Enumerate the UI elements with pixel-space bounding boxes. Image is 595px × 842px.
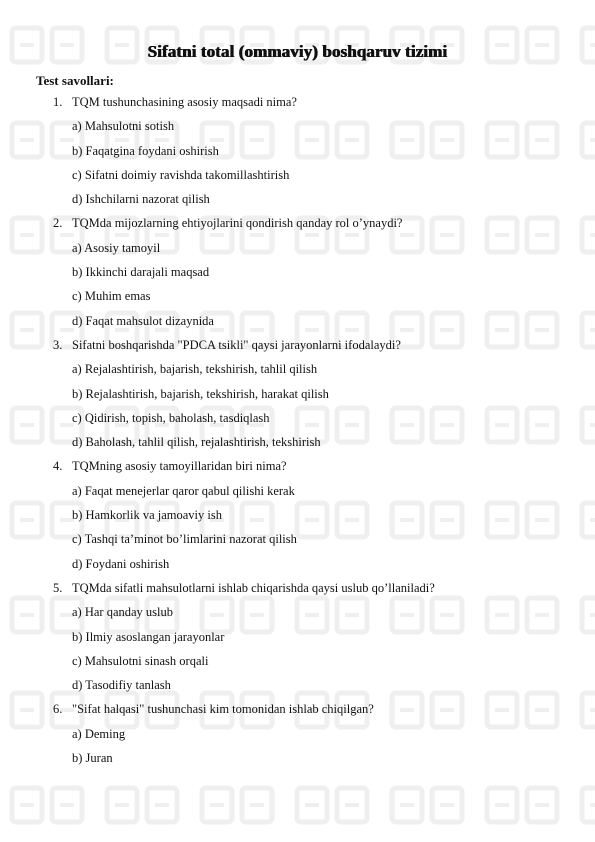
answer-option bbox=[0, 314, 595, 338]
answer-option bbox=[0, 144, 595, 168]
document-title: Sifatni total (ommaviy) boshqaruv tizimi bbox=[147, 42, 448, 61]
question-item bbox=[0, 338, 595, 459]
answer-option-text: d) Tasodifiy tanlash bbox=[72, 678, 171, 693]
question-number: 2. bbox=[53, 216, 63, 231]
answer-option-text: d) Baholash, tahlil qilish, rejalashtirish, tekshirish bbox=[72, 435, 321, 450]
answer-option-text: a) Har qanday uslub bbox=[72, 605, 174, 620]
question-text: TQMda mijozlarning ehtiyojlarini qondirish qanday rol o’ynaydi? bbox=[72, 216, 403, 231]
question-number: 1. bbox=[53, 95, 63, 109]
question-number: 6. bbox=[53, 702, 63, 717]
section-heading: Test savollari: bbox=[36, 73, 114, 88]
answer-option bbox=[0, 168, 595, 192]
question-item bbox=[0, 459, 595, 580]
question-number: 4. bbox=[53, 459, 63, 474]
answer-option bbox=[0, 387, 595, 411]
answer-option bbox=[0, 508, 595, 532]
answer-option bbox=[0, 532, 595, 556]
question-item bbox=[0, 95, 595, 216]
answer-option-text: b) Juran bbox=[72, 751, 113, 766]
question-line bbox=[0, 702, 595, 726]
answer-option bbox=[0, 727, 595, 751]
answer-option bbox=[0, 751, 595, 775]
answer-option-text: b) Faqatgina foydani oshirish bbox=[72, 143, 219, 158]
question-line bbox=[0, 95, 595, 119]
question-text: "Sifat halqasi" tushunchasi kim tomonidan ishlab chiqilgan? bbox=[72, 702, 374, 717]
answer-option bbox=[0, 289, 595, 313]
question-text: Sifatni boshqarishda "PDCA tsikli" qaysi jarayonlarni ifodalaydi? bbox=[72, 337, 401, 352]
answer-option-text: b) Ilmiy asoslangan jarayonlar bbox=[72, 629, 225, 644]
answer-option-text: d) Faqat mahsulot dizaynida bbox=[72, 313, 214, 328]
answer-option bbox=[0, 654, 595, 678]
answer-option-text: c) Qidirish, topish, baholash, tasdiqlash bbox=[72, 410, 270, 425]
answer-option bbox=[0, 241, 595, 265]
answer-option bbox=[0, 435, 595, 459]
answer-option-text: c) Sifatni doimiy ravishda takomillashtirish bbox=[72, 167, 290, 182]
answer-option-text: b) Hamkorlik va jamoaviy ish bbox=[72, 508, 222, 523]
question-number: 3. bbox=[53, 337, 63, 352]
answer-option-text: a) Asosiy tamoyil bbox=[72, 240, 161, 255]
answer-option-text: c) Muhim emas bbox=[72, 289, 151, 304]
answer-option-text: a) Rejalashtirish, bajarish, tekshirish, tahlil qilish bbox=[72, 362, 318, 377]
question-line bbox=[0, 581, 595, 605]
answer-option bbox=[0, 265, 595, 289]
answer-option bbox=[0, 362, 595, 386]
answer-option-text: b) Ikkinchi darajali maqsad bbox=[72, 265, 210, 280]
question-item bbox=[0, 702, 595, 775]
question-text: TQMning asosiy tamoyillaridan biri nima? bbox=[72, 459, 287, 474]
answer-option bbox=[0, 630, 595, 654]
question-line bbox=[0, 338, 595, 362]
answer-option-text: c) Mahsulotni sinash orqali bbox=[72, 653, 209, 668]
answer-option-text: d) Ishchilarni nazorat qilish bbox=[72, 192, 210, 207]
answer-option bbox=[0, 484, 595, 508]
question-line bbox=[0, 459, 595, 483]
question-list bbox=[0, 95, 595, 775]
answer-option-text: a) Faqat menejerlar qaror qabul qilishi kerak bbox=[72, 483, 295, 498]
answer-option-text: c) Tashqi ta’minot bo’limlarini nazorat qilish bbox=[72, 532, 297, 547]
answer-option-text: a) Mahsulotni sotish bbox=[72, 119, 175, 134]
answer-option-text: b) Rejalashtirish, bajarish, tekshirish, harakat qilish bbox=[72, 386, 329, 401]
answer-option-text: d) Foydani oshirish bbox=[72, 556, 170, 571]
answer-option bbox=[0, 411, 595, 435]
answer-option-text: a) Deming bbox=[72, 726, 126, 741]
answer-option bbox=[0, 605, 595, 629]
question-text: TQM tushunchasining asosiy maqsadi nima? bbox=[72, 95, 297, 109]
question-item bbox=[0, 581, 595, 702]
answer-option bbox=[0, 119, 595, 143]
question-item bbox=[0, 216, 595, 337]
question-number: 5. bbox=[53, 580, 63, 595]
question-line bbox=[0, 216, 595, 240]
answer-option bbox=[0, 678, 595, 702]
answer-option bbox=[0, 557, 595, 581]
answer-option bbox=[0, 192, 595, 216]
question-text: TQMda sifatli mahsulotlarni ishlab chiqarishda qaysi uslub qo’llaniladi? bbox=[72, 580, 435, 595]
